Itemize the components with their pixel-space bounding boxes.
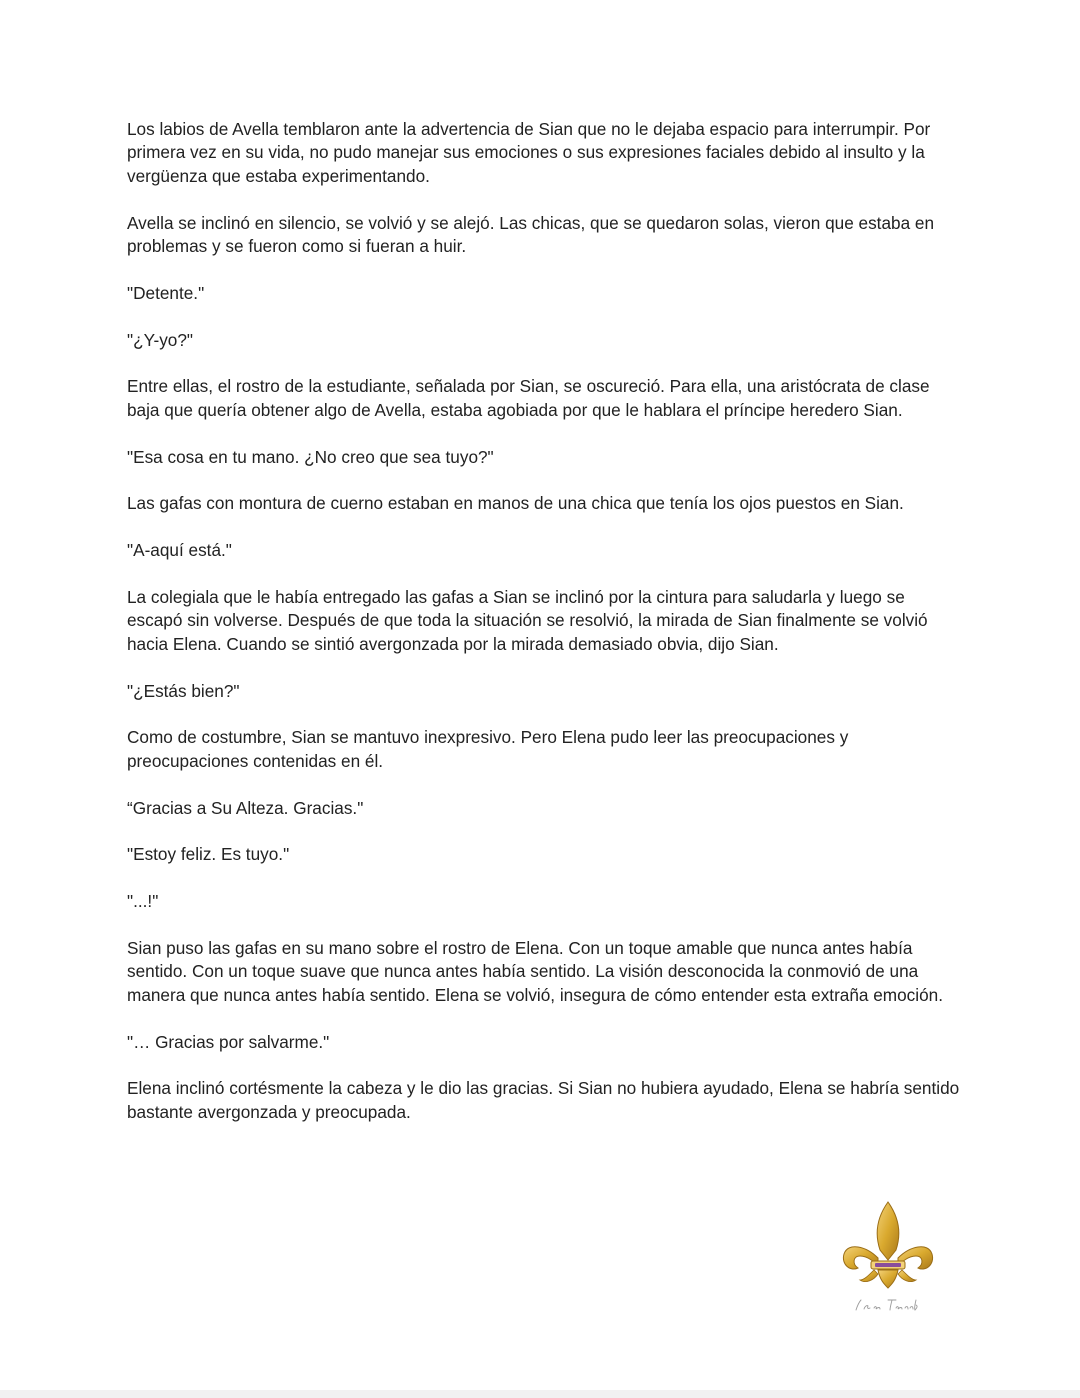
signature-text — [852, 1296, 922, 1314]
paragraph-3: "Detente." — [127, 282, 205, 303]
paragraph-9: La colegiala que le había entregado las gafas a Sian se inclinó por la cintura para saludarla y luego se escapó sin volverse. Después de que toda la situación se resolvió, la mirada de Sian finalmente se volvió hacia Elena. Cuando se sintió avergonzada por la mirada demasiado obvia, dijo Sian. — [127, 587, 928, 654]
paragraph-11: Como de costumbre, Sian se mantuvo inexpresivo. Pero Elena pudo leer las preocupaciones y preocupaciones contenidas en él. — [127, 727, 849, 771]
paragraph-5: Entre ellas, el rostro de la estudiante, señalada por Sian, se oscureció. Para ella, una aristócrata de clase baja que quería obtener algo de Avella, estaba agobiada por que le hablara el príncipe heredero Sian. — [127, 376, 930, 420]
paragraph-12: “Gracias a Su Alteza. Gracias." — [127, 797, 364, 818]
paragraph-4: "¿Y-yo?" — [127, 329, 194, 350]
paragraph-15: Sian puso las gafas en su mano sobre el rostro de Elena. Con un toque amable que nunca antes había sentido. Con un toque suave que nunca antes había sentido. La visión desconocida la conmovió de una manera que nunca antes había sentido. Elena se volvió, insegura de cómo entender esta extraña emoción. — [127, 938, 943, 1005]
page-bottom-edge — [0, 1390, 1080, 1398]
paragraph-6: "Esa cosa en tu mano. ¿No creo que sea tuyo?" — [127, 446, 494, 467]
paragraph-17: Elena inclinó cortésmente la cabeza y le dio las gracias. Si Sian no hubiera ayudado, Elena se habría sentido bastante avergonzada y preocupada. — [127, 1078, 960, 1122]
paragraph-8: "A-aquí está." — [127, 540, 232, 561]
paragraph-7: Las gafas con montura de cuerno estaban en manos de una chica que tenía los ojos puestos en Sian. — [127, 493, 904, 514]
paragraph-2: Avella se inclinó en silencio, se volvió y se alejó. Las chicas, que se quedaron solas, vieron que estaba en problemas y se fueron como si fueran a huir. — [127, 212, 935, 257]
paragraph-14: "...!" — [127, 891, 159, 912]
paragraph-1: Los labios de Avella temblaron ante la advertencia de Sian que no le dejaba espacio para interrumpir. Por primera vez en su vida, no pudo manejar sus emociones o sus expresiones faciales debido al insulto y la vergüenza que estaba experimentando. — [127, 119, 931, 186]
document-body — [127, 118, 962, 1148]
paragraph-13: "Estoy feliz. Es tuyo." — [127, 844, 290, 865]
paragraph-16: "… Gracias por salvarme." — [127, 1031, 330, 1052]
paragraph-10: "¿Estás bien?" — [127, 680, 240, 701]
